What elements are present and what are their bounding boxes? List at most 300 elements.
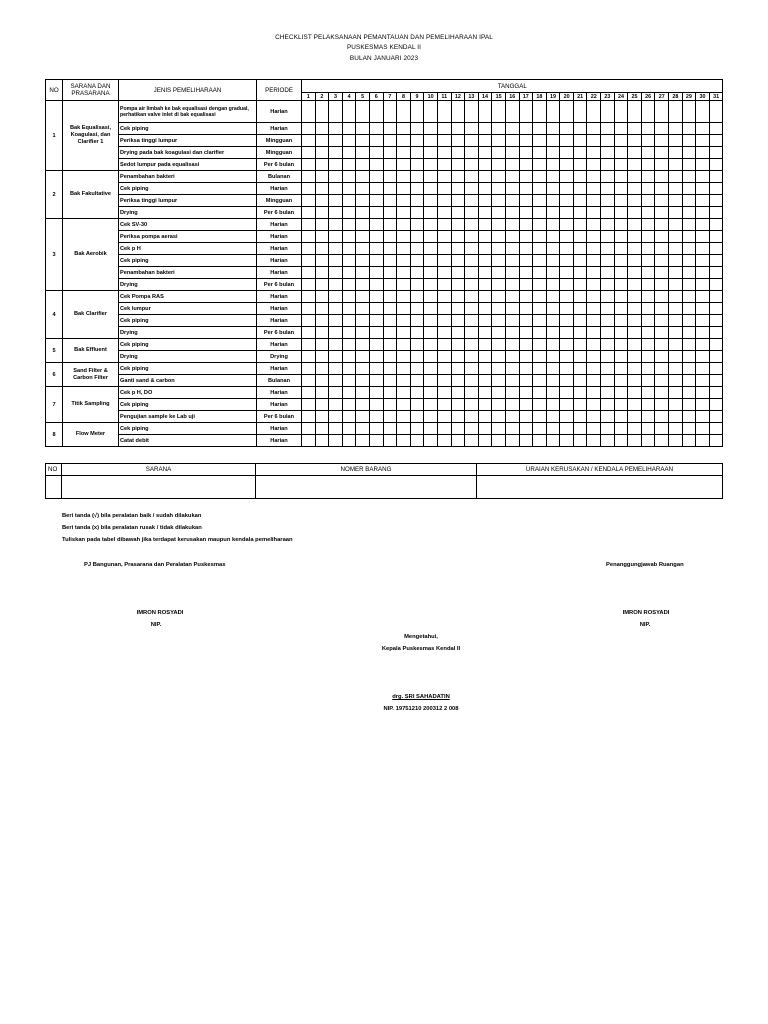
- day-check-cell[interactable]: [478, 231, 492, 243]
- day-check-cell[interactable]: [465, 171, 479, 183]
- day-check-cell[interactable]: [397, 327, 411, 339]
- day-check-cell[interactable]: [655, 279, 669, 291]
- day-check-cell[interactable]: [302, 255, 316, 267]
- day-check-cell[interactable]: [546, 291, 560, 303]
- day-check-cell[interactable]: [465, 351, 479, 363]
- day-check-cell[interactable]: [519, 219, 533, 231]
- day-check-cell[interactable]: [709, 207, 723, 219]
- day-check-cell[interactable]: [410, 399, 424, 411]
- day-check-cell[interactable]: [560, 315, 574, 327]
- day-check-cell[interactable]: [669, 159, 683, 171]
- day-check-cell[interactable]: [302, 159, 316, 171]
- day-check-cell[interactable]: [519, 183, 533, 195]
- day-check-cell[interactable]: [342, 291, 356, 303]
- day-check-cell[interactable]: [601, 399, 615, 411]
- day-check-cell[interactable]: [478, 183, 492, 195]
- day-check-cell[interactable]: [682, 101, 696, 123]
- day-check-cell[interactable]: [709, 291, 723, 303]
- day-check-cell[interactable]: [356, 219, 370, 231]
- day-check-cell[interactable]: [478, 387, 492, 399]
- day-check-cell[interactable]: [546, 315, 560, 327]
- day-check-cell[interactable]: [437, 255, 451, 267]
- day-check-cell[interactable]: [641, 303, 655, 315]
- day-check-cell[interactable]: [533, 399, 547, 411]
- day-check-cell[interactable]: [655, 231, 669, 243]
- day-check-cell[interactable]: [669, 399, 683, 411]
- day-check-cell[interactable]: [342, 339, 356, 351]
- day-check-cell[interactable]: [465, 279, 479, 291]
- day-check-cell[interactable]: [302, 267, 316, 279]
- day-check-cell[interactable]: [546, 363, 560, 375]
- day-check-cell[interactable]: [437, 267, 451, 279]
- day-check-cell[interactable]: [410, 171, 424, 183]
- day-check-cell[interactable]: [424, 159, 438, 171]
- day-check-cell[interactable]: [641, 123, 655, 135]
- day-check-cell[interactable]: [628, 231, 642, 243]
- day-check-cell[interactable]: [492, 135, 506, 147]
- day-check-cell[interactable]: [315, 351, 329, 363]
- day-check-cell[interactable]: [519, 435, 533, 447]
- day-check-cell[interactable]: [397, 101, 411, 123]
- day-check-cell[interactable]: [478, 291, 492, 303]
- day-check-cell[interactable]: [641, 135, 655, 147]
- day-check-cell[interactable]: [709, 351, 723, 363]
- day-check-cell[interactable]: [451, 399, 465, 411]
- day-check-cell[interactable]: [560, 207, 574, 219]
- day-check-cell[interactable]: [451, 231, 465, 243]
- day-check-cell[interactable]: [641, 279, 655, 291]
- day-check-cell[interactable]: [451, 363, 465, 375]
- day-check-cell[interactable]: [302, 399, 316, 411]
- day-check-cell[interactable]: [682, 219, 696, 231]
- day-check-cell[interactable]: [533, 231, 547, 243]
- day-check-cell[interactable]: [369, 423, 383, 435]
- day-check-cell[interactable]: [383, 363, 397, 375]
- day-check-cell[interactable]: [560, 363, 574, 375]
- day-check-cell[interactable]: [369, 375, 383, 387]
- day-check-cell[interactable]: [383, 351, 397, 363]
- day-check-cell[interactable]: [696, 375, 710, 387]
- day-check-cell[interactable]: [560, 195, 574, 207]
- day-check-cell[interactable]: [315, 195, 329, 207]
- day-check-cell[interactable]: [383, 123, 397, 135]
- day-check-cell[interactable]: [519, 267, 533, 279]
- day-check-cell[interactable]: [669, 231, 683, 243]
- day-check-cell[interactable]: [696, 171, 710, 183]
- day-check-cell[interactable]: [519, 375, 533, 387]
- day-check-cell[interactable]: [437, 101, 451, 123]
- day-check-cell[interactable]: [601, 219, 615, 231]
- day-check-cell[interactable]: [669, 267, 683, 279]
- day-check-cell[interactable]: [356, 291, 370, 303]
- day-check-cell[interactable]: [383, 183, 397, 195]
- day-check-cell[interactable]: [465, 303, 479, 315]
- day-check-cell[interactable]: [614, 327, 628, 339]
- day-check-cell[interactable]: [641, 243, 655, 255]
- day-check-cell[interactable]: [641, 159, 655, 171]
- day-check-cell[interactable]: [573, 435, 587, 447]
- day-check-cell[interactable]: [465, 375, 479, 387]
- day-check-cell[interactable]: [383, 279, 397, 291]
- day-check-cell[interactable]: [519, 123, 533, 135]
- day-check-cell[interactable]: [424, 339, 438, 351]
- day-check-cell[interactable]: [641, 101, 655, 123]
- day-check-cell[interactable]: [383, 423, 397, 435]
- day-check-cell[interactable]: [533, 303, 547, 315]
- day-check-cell[interactable]: [315, 243, 329, 255]
- day-check-cell[interactable]: [424, 375, 438, 387]
- day-check-cell[interactable]: [410, 267, 424, 279]
- day-check-cell[interactable]: [397, 351, 411, 363]
- day-check-cell[interactable]: [533, 255, 547, 267]
- day-check-cell[interactable]: [573, 351, 587, 363]
- day-check-cell[interactable]: [546, 243, 560, 255]
- day-check-cell[interactable]: [465, 255, 479, 267]
- day-check-cell[interactable]: [465, 315, 479, 327]
- day-check-cell[interactable]: [410, 243, 424, 255]
- day-check-cell[interactable]: [492, 423, 506, 435]
- day-check-cell[interactable]: [437, 399, 451, 411]
- day-check-cell[interactable]: [519, 207, 533, 219]
- day-check-cell[interactable]: [519, 159, 533, 171]
- day-check-cell[interactable]: [465, 243, 479, 255]
- day-check-cell[interactable]: [397, 303, 411, 315]
- day-check-cell[interactable]: [614, 101, 628, 123]
- day-check-cell[interactable]: [696, 255, 710, 267]
- day-check-cell[interactable]: [682, 327, 696, 339]
- day-check-cell[interactable]: [519, 399, 533, 411]
- day-check-cell[interactable]: [533, 339, 547, 351]
- day-check-cell[interactable]: [342, 135, 356, 147]
- day-check-cell[interactable]: [628, 255, 642, 267]
- day-check-cell[interactable]: [329, 255, 343, 267]
- day-check-cell[interactable]: [424, 387, 438, 399]
- day-check-cell[interactable]: [709, 123, 723, 135]
- day-check-cell[interactable]: [369, 243, 383, 255]
- day-check-cell[interactable]: [573, 363, 587, 375]
- day-check-cell[interactable]: [410, 207, 424, 219]
- day-check-cell[interactable]: [641, 195, 655, 207]
- day-check-cell[interactable]: [424, 243, 438, 255]
- day-check-cell[interactable]: [682, 423, 696, 435]
- day-check-cell[interactable]: [669, 291, 683, 303]
- day-check-cell[interactable]: [682, 207, 696, 219]
- day-check-cell[interactable]: [519, 171, 533, 183]
- day-check-cell[interactable]: [437, 207, 451, 219]
- day-check-cell[interactable]: [709, 375, 723, 387]
- day-check-cell[interactable]: [560, 423, 574, 435]
- day-check-cell[interactable]: [369, 411, 383, 423]
- day-check-cell[interactable]: [587, 339, 601, 351]
- day-check-cell[interactable]: [519, 279, 533, 291]
- day-check-cell[interactable]: [492, 435, 506, 447]
- day-check-cell[interactable]: [329, 183, 343, 195]
- day-check-cell[interactable]: [533, 135, 547, 147]
- day-check-cell[interactable]: [533, 183, 547, 195]
- day-check-cell[interactable]: [478, 255, 492, 267]
- day-check-cell[interactable]: [315, 219, 329, 231]
- day-check-cell[interactable]: [315, 423, 329, 435]
- day-check-cell[interactable]: [655, 351, 669, 363]
- day-check-cell[interactable]: [451, 279, 465, 291]
- day-check-cell[interactable]: [410, 387, 424, 399]
- day-check-cell[interactable]: [369, 363, 383, 375]
- day-check-cell[interactable]: [587, 267, 601, 279]
- day-check-cell[interactable]: [342, 207, 356, 219]
- day-check-cell[interactable]: [641, 327, 655, 339]
- day-check-cell[interactable]: [519, 291, 533, 303]
- day-check-cell[interactable]: [492, 303, 506, 315]
- day-check-cell[interactable]: [601, 195, 615, 207]
- day-check-cell[interactable]: [601, 231, 615, 243]
- day-check-cell[interactable]: [587, 195, 601, 207]
- day-check-cell[interactable]: [315, 255, 329, 267]
- day-check-cell[interactable]: [451, 159, 465, 171]
- day-check-cell[interactable]: [437, 423, 451, 435]
- day-check-cell[interactable]: [451, 243, 465, 255]
- day-check-cell[interactable]: [669, 183, 683, 195]
- day-check-cell[interactable]: [560, 303, 574, 315]
- day-check-cell[interactable]: [437, 219, 451, 231]
- day-check-cell[interactable]: [451, 423, 465, 435]
- day-check-cell[interactable]: [424, 231, 438, 243]
- day-check-cell[interactable]: [560, 411, 574, 423]
- day-check-cell[interactable]: [641, 399, 655, 411]
- day-check-cell[interactable]: [533, 147, 547, 159]
- day-check-cell[interactable]: [546, 267, 560, 279]
- day-check-cell[interactable]: [329, 375, 343, 387]
- day-check-cell[interactable]: [410, 291, 424, 303]
- day-check-cell[interactable]: [492, 411, 506, 423]
- day-check-cell[interactable]: [601, 171, 615, 183]
- day-check-cell[interactable]: [383, 147, 397, 159]
- day-check-cell[interactable]: [478, 327, 492, 339]
- day-check-cell[interactable]: [478, 399, 492, 411]
- day-check-cell[interactable]: [696, 135, 710, 147]
- day-check-cell[interactable]: [492, 207, 506, 219]
- day-check-cell[interactable]: [601, 123, 615, 135]
- day-check-cell[interactable]: [465, 339, 479, 351]
- sub-cell-no[interactable]: [46, 476, 62, 499]
- day-check-cell[interactable]: [696, 207, 710, 219]
- day-check-cell[interactable]: [342, 147, 356, 159]
- day-check-cell[interactable]: [437, 171, 451, 183]
- day-check-cell[interactable]: [682, 171, 696, 183]
- day-check-cell[interactable]: [533, 195, 547, 207]
- day-check-cell[interactable]: [505, 123, 519, 135]
- day-check-cell[interactable]: [641, 147, 655, 159]
- day-check-cell[interactable]: [492, 101, 506, 123]
- day-check-cell[interactable]: [410, 147, 424, 159]
- day-check-cell[interactable]: [424, 351, 438, 363]
- day-check-cell[interactable]: [465, 219, 479, 231]
- day-check-cell[interactable]: [669, 339, 683, 351]
- day-check-cell[interactable]: [601, 267, 615, 279]
- day-check-cell[interactable]: [356, 243, 370, 255]
- day-check-cell[interactable]: [682, 195, 696, 207]
- day-check-cell[interactable]: [342, 303, 356, 315]
- day-check-cell[interactable]: [315, 171, 329, 183]
- day-check-cell[interactable]: [315, 399, 329, 411]
- day-check-cell[interactable]: [655, 411, 669, 423]
- day-check-cell[interactable]: [302, 195, 316, 207]
- day-check-cell[interactable]: [505, 303, 519, 315]
- day-check-cell[interactable]: [437, 279, 451, 291]
- day-check-cell[interactable]: [696, 267, 710, 279]
- day-check-cell[interactable]: [573, 147, 587, 159]
- day-check-cell[interactable]: [329, 135, 343, 147]
- day-check-cell[interactable]: [533, 267, 547, 279]
- day-check-cell[interactable]: [587, 219, 601, 231]
- day-check-cell[interactable]: [709, 339, 723, 351]
- day-check-cell[interactable]: [383, 231, 397, 243]
- day-check-cell[interactable]: [329, 339, 343, 351]
- day-check-cell[interactable]: [397, 411, 411, 423]
- day-check-cell[interactable]: [410, 159, 424, 171]
- day-check-cell[interactable]: [641, 291, 655, 303]
- day-check-cell[interactable]: [655, 207, 669, 219]
- day-check-cell[interactable]: [573, 411, 587, 423]
- day-check-cell[interactable]: [519, 363, 533, 375]
- day-check-cell[interactable]: [302, 303, 316, 315]
- day-check-cell[interactable]: [519, 351, 533, 363]
- day-check-cell[interactable]: [451, 255, 465, 267]
- day-check-cell[interactable]: [519, 255, 533, 267]
- day-check-cell[interactable]: [397, 231, 411, 243]
- day-check-cell[interactable]: [356, 195, 370, 207]
- day-check-cell[interactable]: [682, 231, 696, 243]
- day-check-cell[interactable]: [628, 195, 642, 207]
- day-check-cell[interactable]: [641, 375, 655, 387]
- day-check-cell[interactable]: [492, 219, 506, 231]
- day-check-cell[interactable]: [560, 327, 574, 339]
- day-check-cell[interactable]: [546, 255, 560, 267]
- day-check-cell[interactable]: [329, 327, 343, 339]
- day-check-cell[interactable]: [410, 363, 424, 375]
- day-check-cell[interactable]: [315, 291, 329, 303]
- day-check-cell[interactable]: [437, 231, 451, 243]
- day-check-cell[interactable]: [669, 327, 683, 339]
- day-check-cell[interactable]: [709, 387, 723, 399]
- day-check-cell[interactable]: [641, 363, 655, 375]
- day-check-cell[interactable]: [587, 207, 601, 219]
- day-check-cell[interactable]: [614, 255, 628, 267]
- day-check-cell[interactable]: [465, 183, 479, 195]
- day-check-cell[interactable]: [302, 435, 316, 447]
- day-check-cell[interactable]: [369, 207, 383, 219]
- day-check-cell[interactable]: [465, 363, 479, 375]
- day-check-cell[interactable]: [383, 159, 397, 171]
- day-check-cell[interactable]: [573, 339, 587, 351]
- day-check-cell[interactable]: [560, 219, 574, 231]
- day-check-cell[interactable]: [356, 339, 370, 351]
- day-check-cell[interactable]: [369, 171, 383, 183]
- day-check-cell[interactable]: [533, 315, 547, 327]
- day-check-cell[interactable]: [546, 351, 560, 363]
- day-check-cell[interactable]: [465, 411, 479, 423]
- day-check-cell[interactable]: [628, 375, 642, 387]
- day-check-cell[interactable]: [302, 231, 316, 243]
- day-check-cell[interactable]: [437, 315, 451, 327]
- day-check-cell[interactable]: [424, 315, 438, 327]
- day-check-cell[interactable]: [329, 207, 343, 219]
- day-check-cell[interactable]: [696, 351, 710, 363]
- day-check-cell[interactable]: [696, 159, 710, 171]
- day-check-cell[interactable]: [465, 291, 479, 303]
- day-check-cell[interactable]: [437, 183, 451, 195]
- day-check-cell[interactable]: [601, 327, 615, 339]
- day-check-cell[interactable]: [397, 315, 411, 327]
- day-check-cell[interactable]: [628, 135, 642, 147]
- day-check-cell[interactable]: [601, 207, 615, 219]
- day-check-cell[interactable]: [641, 255, 655, 267]
- day-check-cell[interactable]: [492, 279, 506, 291]
- day-check-cell[interactable]: [655, 147, 669, 159]
- day-check-cell[interactable]: [533, 101, 547, 123]
- day-check-cell[interactable]: [587, 351, 601, 363]
- day-check-cell[interactable]: [546, 435, 560, 447]
- day-check-cell[interactable]: [356, 411, 370, 423]
- day-check-cell[interactable]: [383, 399, 397, 411]
- day-check-cell[interactable]: [709, 219, 723, 231]
- day-check-cell[interactable]: [329, 243, 343, 255]
- day-check-cell[interactable]: [614, 399, 628, 411]
- day-check-cell[interactable]: [628, 423, 642, 435]
- day-check-cell[interactable]: [696, 243, 710, 255]
- day-check-cell[interactable]: [451, 291, 465, 303]
- day-check-cell[interactable]: [641, 435, 655, 447]
- day-check-cell[interactable]: [342, 423, 356, 435]
- day-check-cell[interactable]: [682, 243, 696, 255]
- day-check-cell[interactable]: [709, 195, 723, 207]
- day-check-cell[interactable]: [587, 101, 601, 123]
- day-check-cell[interactable]: [356, 387, 370, 399]
- day-check-cell[interactable]: [492, 183, 506, 195]
- day-check-cell[interactable]: [519, 387, 533, 399]
- day-check-cell[interactable]: [397, 207, 411, 219]
- day-check-cell[interactable]: [546, 135, 560, 147]
- day-check-cell[interactable]: [533, 171, 547, 183]
- day-check-cell[interactable]: [614, 147, 628, 159]
- day-check-cell[interactable]: [369, 279, 383, 291]
- day-check-cell[interactable]: [383, 243, 397, 255]
- sub-cell-uraian[interactable]: [477, 476, 723, 499]
- day-check-cell[interactable]: [369, 101, 383, 123]
- day-check-cell[interactable]: [410, 231, 424, 243]
- day-check-cell[interactable]: [424, 123, 438, 135]
- day-check-cell[interactable]: [573, 243, 587, 255]
- day-check-cell[interactable]: [546, 327, 560, 339]
- day-check-cell[interactable]: [519, 339, 533, 351]
- day-check-cell[interactable]: [492, 147, 506, 159]
- day-check-cell[interactable]: [682, 303, 696, 315]
- day-check-cell[interactable]: [709, 327, 723, 339]
- day-check-cell[interactable]: [669, 101, 683, 123]
- day-check-cell[interactable]: [573, 159, 587, 171]
- day-check-cell[interactable]: [410, 375, 424, 387]
- day-check-cell[interactable]: [560, 159, 574, 171]
- day-check-cell[interactable]: [451, 207, 465, 219]
- day-check-cell[interactable]: [505, 231, 519, 243]
- day-check-cell[interactable]: [505, 147, 519, 159]
- day-check-cell[interactable]: [410, 195, 424, 207]
- day-check-cell[interactable]: [451, 219, 465, 231]
- day-check-cell[interactable]: [342, 219, 356, 231]
- day-check-cell[interactable]: [356, 327, 370, 339]
- day-check-cell[interactable]: [383, 135, 397, 147]
- day-check-cell[interactable]: [546, 399, 560, 411]
- day-check-cell[interactable]: [628, 435, 642, 447]
